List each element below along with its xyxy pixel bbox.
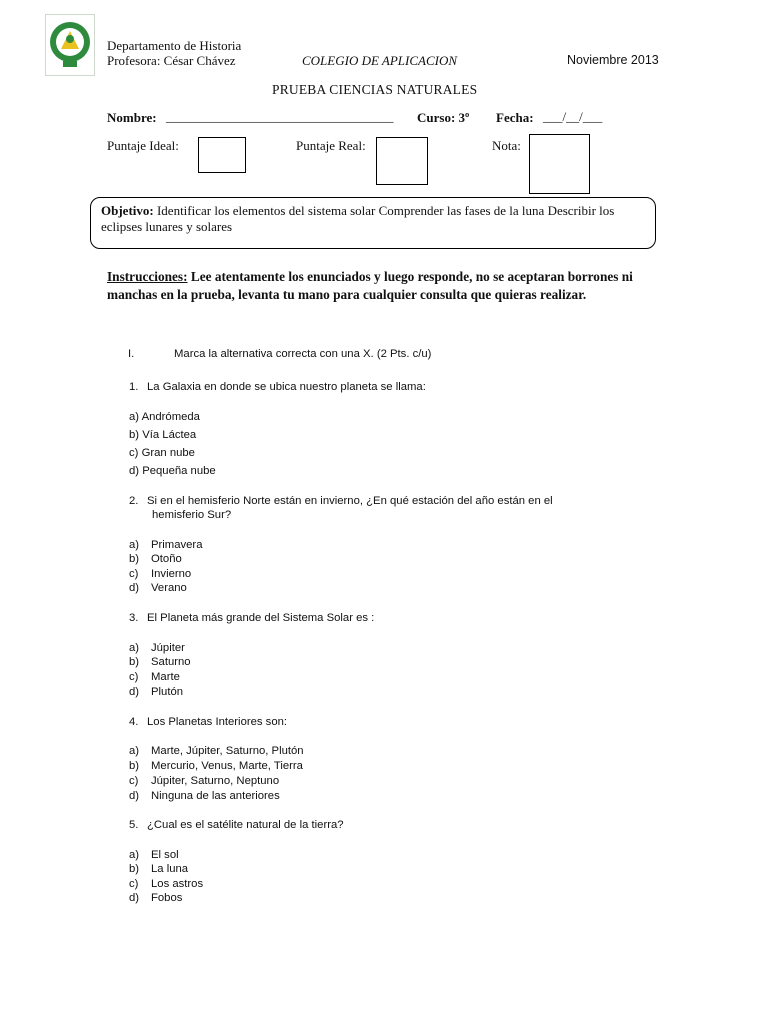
exam-date: Noviembre 2013 xyxy=(567,53,659,67)
objective-text: Identificar los elementos del sistema solar Comprender las fases de la luna Describir los eclipses lunares y solares xyxy=(101,203,615,234)
question-text: Si en el hemisferio Norte están en invierno, ¿En qué estación del año están en el xyxy=(147,495,553,507)
question-number: 2. xyxy=(129,495,139,507)
section-numeral: I. xyxy=(128,348,135,360)
q3-option-c: c) Marte xyxy=(129,671,180,683)
q1-option-c: c) Gran nube xyxy=(129,447,195,459)
question-number: 5. xyxy=(129,819,139,831)
course-label: Curso: 3º xyxy=(417,110,470,125)
score-ideal-label: Puntaje Ideal: xyxy=(107,138,179,153)
question-number: 4. xyxy=(129,716,139,728)
instructions-label: Instrucciones: xyxy=(107,269,188,284)
instructions xyxy=(107,268,655,304)
q2-option-b: b) Otoño xyxy=(129,553,182,565)
q1-option-b: b) Vía Láctea xyxy=(129,429,197,441)
q5-option-c: c) Los astros xyxy=(129,878,204,890)
q5-option-d: d) Fobos xyxy=(129,892,183,904)
q4-option-c: c) Júpiter, Saturno, Neptuno xyxy=(129,775,280,787)
q2-option-d: d) Verano xyxy=(129,582,187,594)
name-label: Nombre: xyxy=(107,110,157,125)
q2-option-c: c) Invierno xyxy=(129,568,192,580)
q3-option-d: d) Plutón xyxy=(129,686,184,698)
q3-option-a: a) Júpiter xyxy=(129,642,185,654)
question-text: ¿Cual es el satélite natural de la tierra? xyxy=(147,819,344,831)
q4-option-a: a) Marte, Júpiter, Saturno, Plutón xyxy=(129,745,304,757)
exam-title: PRUEBA CIENCIAS NATURALES xyxy=(272,82,478,97)
date-line: ___/__/___ xyxy=(543,109,603,124)
instructions-text: Lee atentamente los enunciados y luego responde, no se aceptaran borrones ni manchas en la prueba, levanta tu mano para cualquier consulta que quieras realizar. xyxy=(107,269,633,302)
grade-label: Nota: xyxy=(492,138,521,153)
question-2-continued: hemisferio Sur? xyxy=(152,509,232,521)
question-text: La Galaxia en donde se ubica nuestro planeta se llama: xyxy=(147,381,426,393)
date-label: Fecha: xyxy=(496,110,534,125)
question-number: 3. xyxy=(129,612,139,624)
q2-option-a: a) Primavera xyxy=(129,539,203,551)
school-name: COLEGIO DE APLICACION xyxy=(302,53,458,68)
question-text: El Planeta más grande del Sistema Solar es : xyxy=(147,612,375,624)
name-line: ___________________________________ xyxy=(166,109,394,124)
question-text: Los Planetas Interiores son: xyxy=(147,716,288,728)
question-1 xyxy=(129,381,426,393)
score-ideal-box xyxy=(198,137,246,173)
school-logo xyxy=(45,14,95,76)
q1-option-d: d) Pequeña nube xyxy=(129,465,216,477)
q5-option-a: a) El sol xyxy=(129,849,179,861)
score-real-box xyxy=(376,137,428,185)
objective-label: Objetivo: xyxy=(101,203,154,218)
question-2 xyxy=(129,495,553,507)
q3-option-b: b) Saturno xyxy=(129,656,191,668)
q4-option-b: b) Mercurio, Venus, Marte, Tierra xyxy=(129,760,303,772)
question-5 xyxy=(129,819,344,831)
grade-box xyxy=(529,134,590,194)
question-3 xyxy=(129,612,374,624)
question-4 xyxy=(129,716,287,728)
score-real-label: Puntaje Real: xyxy=(296,138,366,153)
question-number: 1. xyxy=(129,381,139,393)
q1-option-a: a) Andrómeda xyxy=(129,411,200,423)
objective-box xyxy=(90,197,656,249)
teacher-name: Profesora: César Chávez xyxy=(107,53,236,68)
section-instruction: Marca la alternativa correcta con una X. (2 Pts. c/u) xyxy=(174,348,432,360)
department-name: Departamento de Historia xyxy=(107,38,242,53)
q4-option-d: d) Ninguna de las anteriores xyxy=(129,790,280,802)
q5-option-b: b) La luna xyxy=(129,863,189,875)
